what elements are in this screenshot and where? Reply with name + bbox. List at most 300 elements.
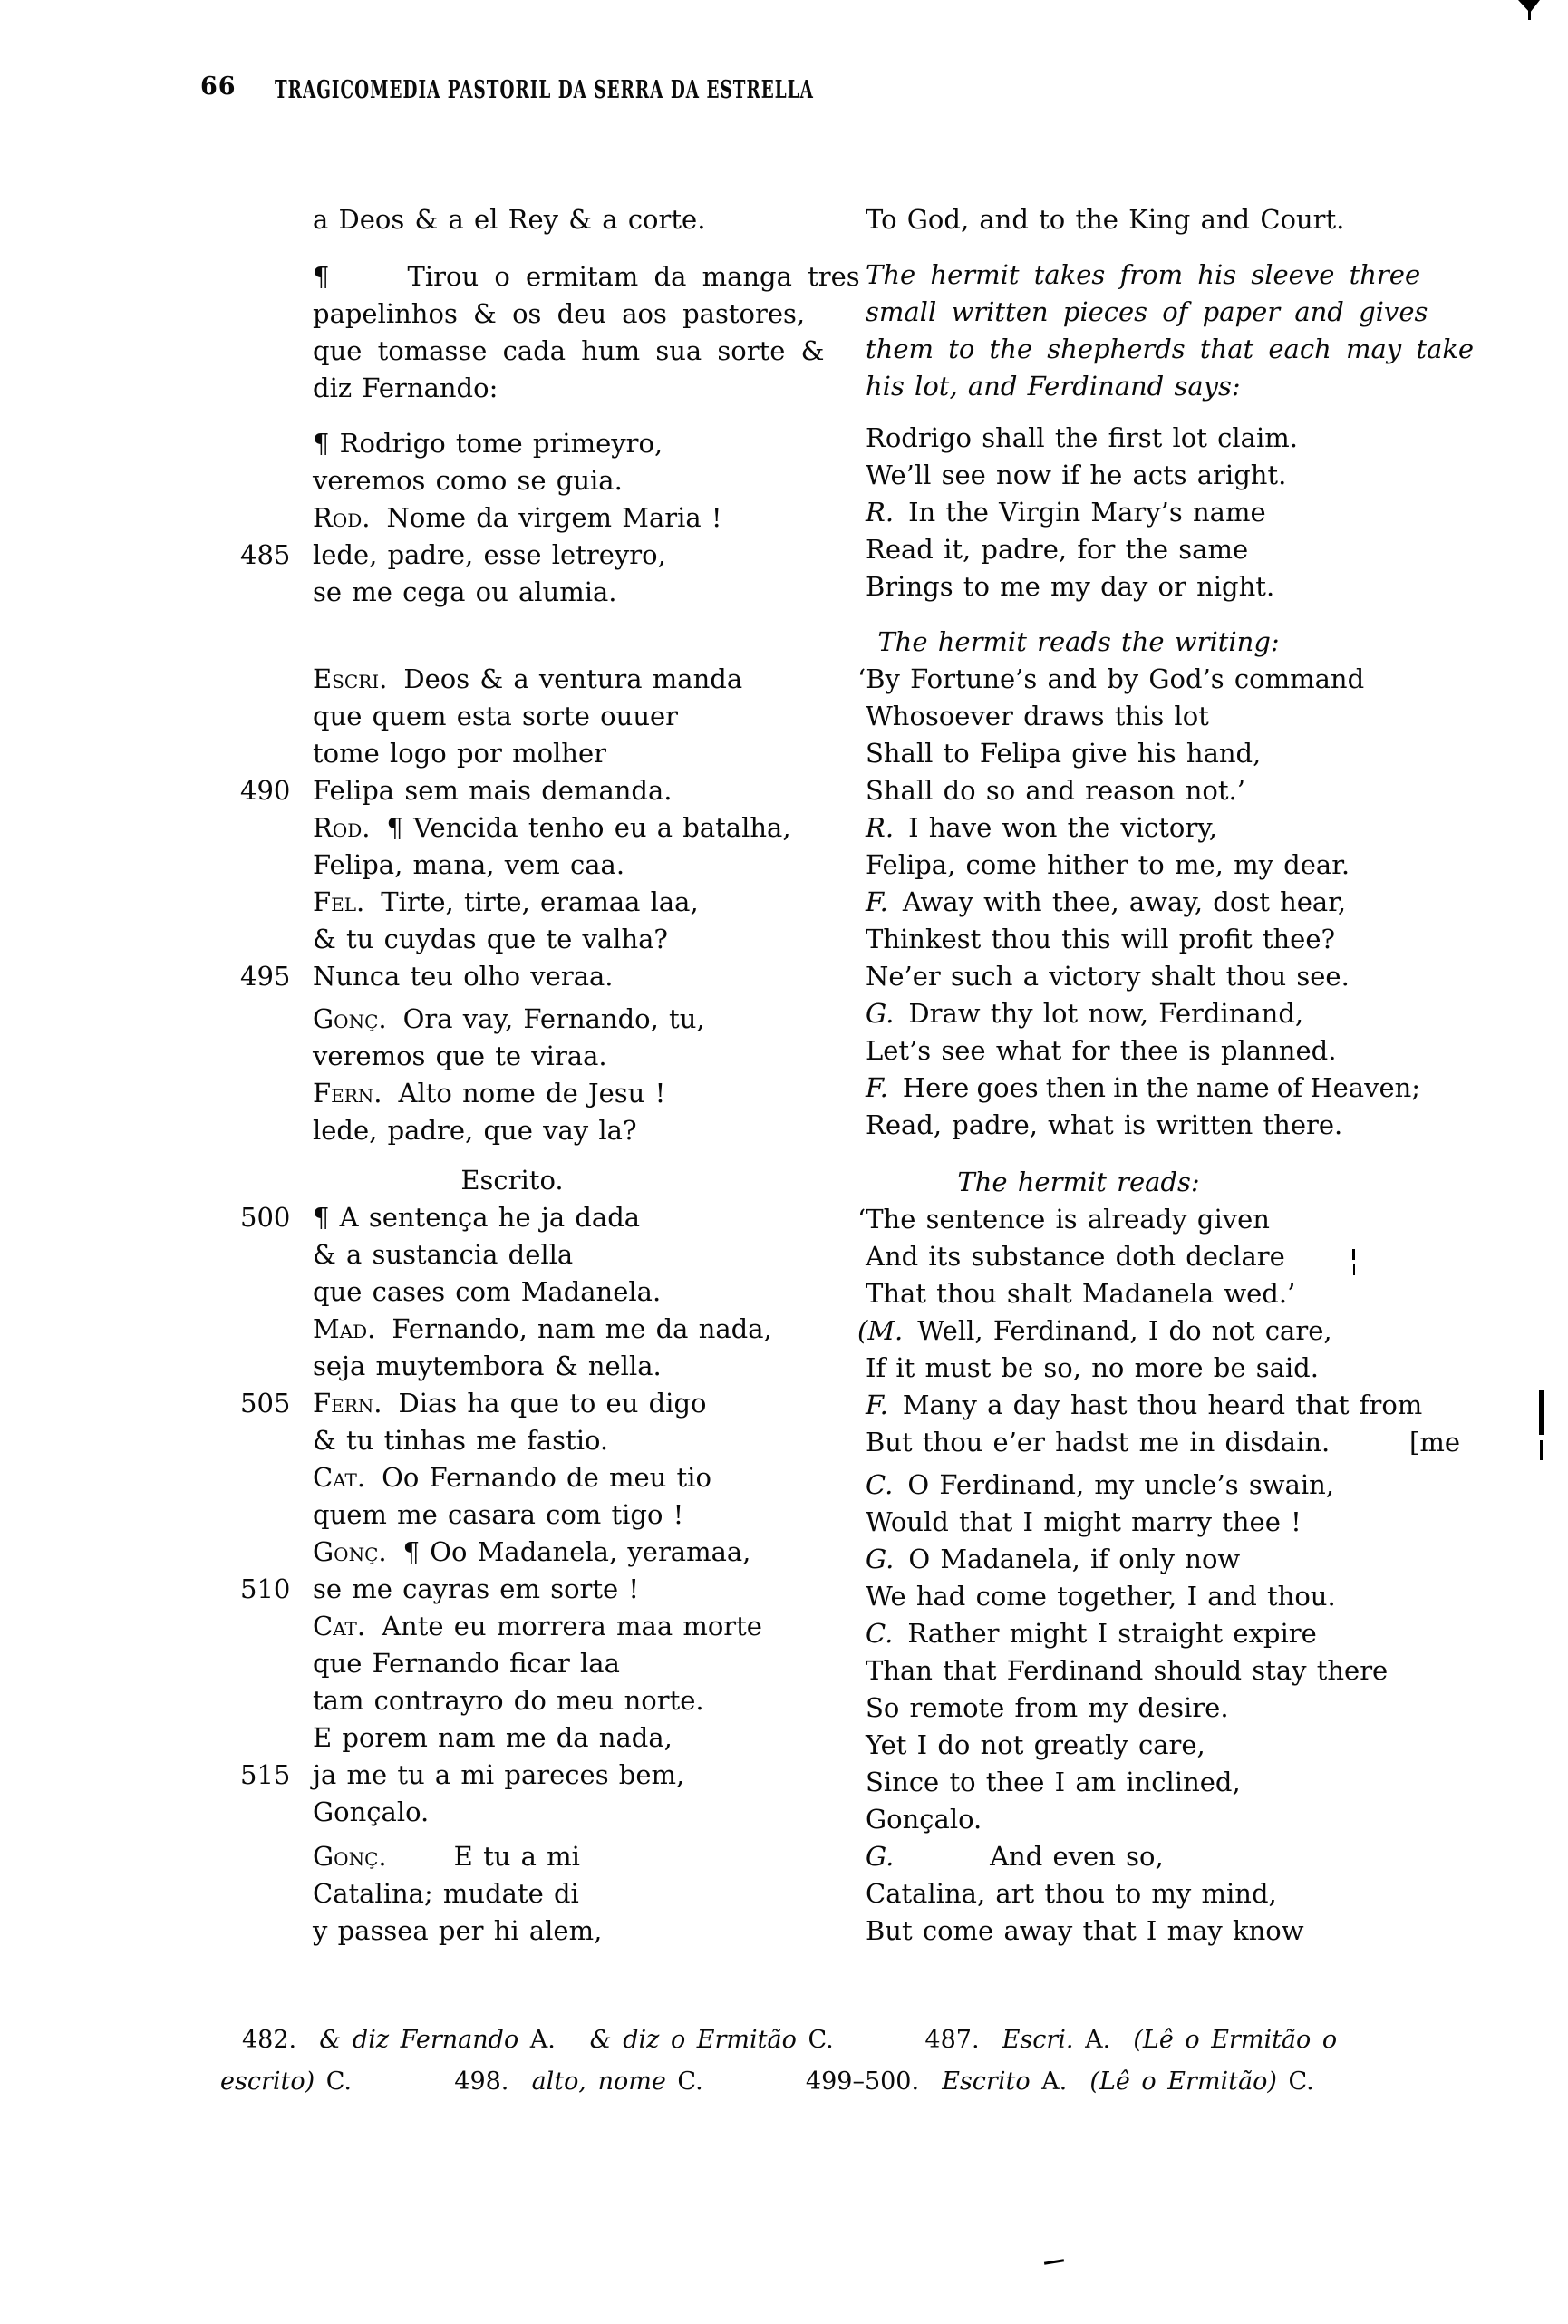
running-title: TRAGICOMEDIA PASTORIL DA SERRA DA ESTRELLA	[275, 76, 814, 104]
line-text	[313, 663, 742, 694]
footnote-lemma: & diz Fernando	[319, 2026, 530, 2054]
line-text	[313, 1915, 602, 1946]
line-body: Deos & a ventura manda	[403, 663, 743, 694]
line-body: E porem nam me da nada,	[313, 1722, 673, 1753]
line-text	[866, 1878, 1277, 1909]
line-text	[866, 497, 1266, 528]
line-body: Here goes then in the name of Heaven;	[902, 1072, 1421, 1103]
verse-line-number: 500	[240, 1202, 291, 1233]
line-body: The hermit reads:	[957, 1167, 1200, 1197]
footnote-lemma: (Lê o Ermitão o	[1133, 2026, 1338, 2054]
footnote-ref: C.	[808, 2026, 925, 2054]
line-text	[313, 1462, 711, 1493]
line-body: Fernando, nam me da nada,	[392, 1313, 772, 1344]
line-body: Many a day hast thou heard that from	[902, 1390, 1423, 1420]
line-text	[313, 1878, 579, 1909]
line-body: O Ferdinand, my uncle’s swain,	[907, 1469, 1335, 1500]
line-body: Rodrigo shall the first lot claim.	[866, 422, 1298, 453]
line-body: tam contrayro do meu norte.	[313, 1685, 704, 1716]
line-body: ‘By Fortune’s and by God’s command	[857, 663, 1365, 694]
line-body: Shall to Felipa give his hand,	[866, 738, 1262, 769]
line-text	[313, 373, 498, 403]
line-body: The hermit takes from his sleeve three	[866, 259, 1421, 290]
text-line	[240, 847, 847, 884]
footnote-ref: C.	[1288, 2067, 1314, 2096]
text-line	[866, 1424, 1464, 1461]
text-line	[240, 1075, 847, 1112]
text-line	[240, 295, 847, 333]
text-line	[240, 1682, 847, 1719]
text-line	[240, 1459, 847, 1496]
line-text	[313, 1078, 665, 1109]
line-body: Brings to me my day or night.	[866, 571, 1275, 602]
text-line	[866, 294, 1464, 331]
line-text	[866, 571, 1274, 602]
line-body: his lot, and Ferdinand says:	[866, 371, 1241, 402]
footnote-ref: C.	[677, 2067, 806, 2096]
text-line	[240, 1912, 847, 1950]
text-line	[866, 420, 1464, 457]
speaker-initial: G.	[866, 1544, 895, 1574]
line-text	[313, 1202, 640, 1233]
speaker-name: Gonç.	[313, 1841, 387, 1872]
text-line	[240, 1571, 847, 1608]
line-text	[313, 1351, 662, 1381]
line-text	[313, 465, 623, 496]
speaker-initial: F.	[866, 886, 888, 917]
line-body: In the Virgin Mary’s name	[908, 497, 1266, 528]
line-text	[313, 1685, 704, 1716]
footnote-ref: C.	[325, 2067, 455, 2096]
text-line	[240, 499, 847, 537]
text-line	[240, 370, 847, 407]
text-line	[240, 425, 847, 462]
line-body: To God, and to the King and Court.	[866, 204, 1345, 235]
line-text	[866, 1692, 1229, 1723]
line-text	[866, 534, 1248, 565]
line-text	[866, 1035, 1336, 1066]
text-line	[240, 574, 847, 611]
line-text	[313, 1313, 772, 1344]
line-body: Thinkest thou this will profit thee?	[866, 924, 1336, 954]
line-text	[313, 1003, 705, 1034]
scan-artifact-tick	[1353, 1264, 1355, 1275]
speaker-name: Gonç.	[313, 1536, 387, 1567]
verse-line-number: 485	[240, 539, 291, 570]
line-text	[313, 886, 699, 917]
text-line	[240, 1273, 847, 1311]
footnote-lemma: & diz o Ermitão	[589, 2026, 808, 2054]
text-line	[866, 368, 1464, 405]
text-line	[240, 462, 847, 499]
line-text	[313, 1796, 429, 1827]
line-body: O Madanela, if only now	[908, 1544, 1241, 1574]
line-text	[313, 1041, 607, 1071]
line-body: y passea per hi alem,	[313, 1915, 603, 1946]
speaker-initial: G.	[866, 998, 895, 1029]
line-body: Gonçalo.	[313, 1796, 430, 1827]
line-body: Draw thy lot now, Ferdinand,	[908, 998, 1304, 1029]
line-text	[866, 1278, 1295, 1309]
line-text	[866, 849, 1350, 880]
line-text	[866, 1915, 1304, 1946]
line-text	[313, 1115, 637, 1146]
speaker-name: Rod.	[313, 812, 371, 843]
line-body: Than that Ferdinand should stay there	[866, 1655, 1389, 1686]
line-body: We had come together, I and thou.	[866, 1581, 1336, 1612]
line-text	[313, 428, 663, 459]
left-column-portuguese	[240, 201, 860, 1950]
line-body: seja muytembora & nella.	[313, 1351, 662, 1381]
verse-line-number: 505	[240, 1388, 291, 1419]
line-body: If it must be so, no more be said.	[866, 1352, 1319, 1383]
footnote-line	[220, 2061, 1444, 2103]
speaker-initial: (M.	[857, 1315, 904, 1346]
footnote-lemma: (Lê o Ermitão)	[1089, 2067, 1289, 2096]
footnote-lemma: alto, nome	[531, 2067, 678, 2096]
text-line	[240, 333, 847, 370]
text-line	[866, 958, 1464, 995]
line-body: diz Fernando:	[313, 373, 498, 403]
text-line	[866, 1467, 1464, 1504]
line-body: papelinhos & os deu aos pastores,	[313, 298, 806, 329]
scan-artifact-tick	[1352, 1249, 1355, 1260]
text-line	[866, 531, 1464, 568]
line-text	[866, 886, 1346, 917]
line-body: Read, padre, what is written there.	[866, 1109, 1343, 1140]
line-text	[866, 775, 1245, 806]
verse-line-number: 495	[240, 961, 291, 992]
line-body: & tu cuydas que te valha?	[313, 924, 668, 954]
line-text	[866, 1581, 1336, 1612]
line-body: That thou shalt Madanela wed.’	[866, 1278, 1296, 1309]
text-line	[866, 1032, 1464, 1070]
line-body: se me cega ou alumia.	[313, 576, 617, 607]
line-body: Whosoever draws this lot	[866, 701, 1209, 731]
line-body: Rather might I straight expire	[907, 1618, 1317, 1649]
verse-line-number: 515	[240, 1759, 291, 1790]
line-text	[866, 1618, 1317, 1649]
line-text	[866, 1841, 1164, 1872]
line-body: que cases com Madanela.	[313, 1276, 662, 1307]
text-line	[240, 1757, 847, 1794]
text-line	[866, 772, 1464, 809]
line-text	[866, 371, 1241, 402]
text-line	[866, 494, 1464, 531]
text-line	[866, 257, 1464, 294]
line-body: ja me tu a mi pareces bem,	[313, 1759, 685, 1790]
speaker-name: Gonç.	[313, 1003, 387, 1034]
line-text	[866, 334, 1474, 364]
speaker-initial: G.	[866, 1841, 895, 1872]
line-text	[866, 1072, 1420, 1103]
text-line	[240, 1112, 847, 1149]
text-line	[240, 1422, 847, 1459]
text-line	[866, 1875, 1464, 1912]
line-body: Away with thee, away, dost hear,	[902, 886, 1347, 917]
line-text	[866, 1804, 982, 1835]
line-text	[313, 924, 668, 954]
text-line	[240, 698, 847, 735]
line-text	[866, 961, 1350, 992]
text-line	[866, 1764, 1464, 1801]
line-text	[313, 1239, 573, 1270]
text-line	[857, 661, 1464, 698]
text-line	[240, 884, 847, 921]
line-body: And even so,	[908, 1841, 1164, 1872]
footnote-ref: 482.	[242, 2026, 320, 2054]
line-body: veremos que te viraa.	[313, 1041, 607, 1071]
text-line	[240, 1496, 847, 1534]
text-line	[866, 1838, 1464, 1875]
text-line	[866, 847, 1464, 884]
speaker-initial: F.	[866, 1390, 888, 1420]
line-text	[313, 1276, 661, 1307]
line-text	[313, 701, 678, 731]
footnote-ref: 498.	[454, 2067, 532, 2096]
line-body: E tu a mi	[402, 1841, 580, 1872]
line-body: Since to thee I am inclined,	[866, 1767, 1241, 1797]
text-line	[240, 1719, 847, 1757]
line-text	[866, 738, 1261, 769]
text-line	[866, 698, 1464, 735]
line-text	[313, 1574, 639, 1604]
line-body: I have won the victory,	[908, 812, 1217, 843]
speaker-name: Cat.	[313, 1462, 366, 1493]
text-line	[866, 1615, 1464, 1652]
line-text	[866, 259, 1420, 290]
line-body: We’ll see now if he acts aright.	[866, 460, 1287, 490]
verse-line-number: 510	[240, 1574, 291, 1604]
scan-artifact-margin-bar	[1540, 1440, 1543, 1460]
text-line	[866, 568, 1464, 605]
text-line	[866, 1801, 1464, 1838]
line-text	[313, 335, 824, 366]
line-body: Ante eu morrera maa morte	[382, 1611, 762, 1641]
line-text	[313, 961, 614, 992]
line-body: Catalina, art thou to my mind,	[866, 1878, 1277, 1909]
line-body: ¶ Rodrigo tome primeyro,	[313, 428, 663, 459]
line-text	[866, 1427, 1330, 1457]
line-body: So remote from my desire.	[866, 1692, 1229, 1723]
line-text	[866, 1506, 1302, 1537]
line-text	[313, 539, 666, 570]
speaker-name: Fern.	[313, 1078, 382, 1109]
text-line	[866, 201, 1464, 238]
line-body: Shall do so and reason not.’	[866, 775, 1245, 806]
text-line	[866, 995, 1464, 1032]
line-body: que Fernando ficar laa	[313, 1648, 620, 1679]
text-line	[240, 1001, 847, 1038]
line-text	[866, 701, 1209, 731]
line-body: & a sustancia della	[313, 1239, 574, 1270]
line-text	[866, 812, 1217, 843]
line-text	[866, 1390, 1422, 1420]
text-line	[240, 201, 847, 238]
line-text	[857, 1315, 1332, 1346]
line-text	[866, 296, 1428, 327]
text-line	[866, 1912, 1464, 1950]
line-body: Oo Fernando de meu tio	[382, 1462, 711, 1493]
line-text	[313, 775, 673, 806]
speaker-initial: F.	[866, 1072, 888, 1103]
line-text	[313, 1759, 684, 1790]
line-body: Ora vay, Fernando, tu,	[402, 1003, 705, 1034]
text-line	[240, 537, 847, 574]
line-text	[866, 1655, 1388, 1686]
text-line	[240, 1534, 847, 1571]
text-line	[240, 258, 860, 295]
line-body: Gonçalo.	[866, 1804, 982, 1835]
text-line	[240, 1199, 847, 1236]
speaker-name: Fel.	[313, 886, 365, 917]
line-body: Nome da virgem Maria !	[386, 502, 722, 533]
line-text	[866, 924, 1335, 954]
line-body: que quem esta sorte ouuer	[313, 701, 679, 731]
speaker-name: Mad.	[313, 1313, 376, 1344]
scan-artifact-margin-bar	[1539, 1390, 1544, 1435]
line-text	[866, 1767, 1241, 1797]
line-body: ¶ A sentença he ja dada	[313, 1202, 641, 1233]
text-line	[240, 1236, 847, 1273]
text-line	[240, 1608, 847, 1645]
speaker-name: Escri.	[313, 663, 388, 694]
line-body: lede, padre, esse letreyro,	[313, 539, 666, 570]
speaker-name: Cat.	[313, 1611, 366, 1641]
line-body: ¶ Vencida tenho eu a batalha,	[386, 812, 791, 843]
text-line	[866, 1652, 1464, 1690]
line-text	[313, 1162, 711, 1199]
line-text	[313, 1388, 706, 1419]
line-text	[866, 1109, 1342, 1140]
text-line	[240, 772, 847, 809]
scan-artifact-pointer-icon	[1517, 0, 1541, 22]
line-body: Let’s see what for thee is planned.	[866, 1035, 1337, 1066]
footnote-ref: A.	[1085, 2026, 1134, 2054]
line-body: small written pieces of paper and gives	[866, 296, 1428, 327]
line-body: que tomasse cada hum sua sorte &	[313, 335, 825, 366]
line-text	[313, 1722, 673, 1753]
line-text	[866, 1352, 1319, 1383]
speaker-initial: R.	[866, 497, 895, 528]
line-body: Yet I do not greatly care,	[866, 1729, 1205, 1760]
text-line	[240, 1645, 847, 1682]
text-line	[857, 1312, 1464, 1350]
line-body: Tirte, tirte, eramaa laa,	[381, 886, 699, 917]
text-line	[240, 1311, 847, 1348]
line-text	[313, 849, 624, 880]
line-body: Ne’er such a victory shalt thou see.	[866, 961, 1350, 992]
line-body: Well, Ferdinand, I do not care,	[917, 1315, 1332, 1346]
text-line	[240, 1162, 847, 1199]
line-text	[313, 1425, 608, 1456]
line-text	[866, 1544, 1240, 1574]
text-line	[866, 1387, 1464, 1424]
line-body: ¶ Tirou o ermitam da manga tres	[313, 261, 860, 292]
text-line	[866, 1690, 1464, 1727]
text-line	[866, 457, 1464, 494]
line-text	[313, 261, 860, 292]
line-body: Dias ha que to eu digo	[398, 1388, 707, 1419]
text-line	[866, 1541, 1464, 1578]
text-line	[240, 921, 847, 958]
text-line	[866, 1238, 1464, 1275]
line-text	[866, 1469, 1334, 1500]
line-text	[866, 624, 1292, 661]
footnote-ref: A.	[1041, 2067, 1090, 2096]
line-body: ¶ Oo Madanela, yeramaa,	[402, 1536, 751, 1567]
footnote-line	[220, 2019, 1444, 2061]
footnote-lemma: escrito)	[220, 2067, 326, 2096]
line-body: Alto nome de Jesu !	[398, 1078, 666, 1109]
text-line	[240, 1385, 847, 1422]
line-body: veremos como se guia.	[313, 465, 623, 496]
line-body: But come away that I may know	[866, 1915, 1304, 1946]
line-text	[866, 460, 1286, 490]
line-text	[866, 1241, 1285, 1272]
line-text	[866, 1164, 1292, 1201]
scan-artifact-dash	[1044, 2259, 1064, 2264]
text-line	[866, 1275, 1464, 1312]
text-line	[240, 1875, 847, 1912]
line-text	[313, 1499, 683, 1530]
line-body: Read it, padre, for the same	[866, 534, 1249, 565]
line-text	[866, 204, 1344, 235]
text-line	[866, 1070, 1464, 1107]
turnover-word: [me	[1409, 1427, 1460, 1457]
text-line	[866, 1504, 1464, 1541]
line-text	[866, 1729, 1205, 1760]
text-line	[866, 1350, 1464, 1387]
line-text	[313, 1841, 580, 1872]
line-text	[313, 298, 805, 329]
line-text	[313, 502, 722, 533]
footnote-lemma: Escri.	[1002, 2026, 1086, 2054]
text-line	[240, 735, 847, 772]
text-line	[240, 661, 847, 698]
line-body: tome logo por molher	[313, 738, 607, 769]
footnotes	[220, 2019, 1444, 2103]
text-line	[866, 921, 1464, 958]
line-text	[866, 998, 1303, 1029]
line-body: And its substance doth declare	[866, 1241, 1285, 1272]
line-body: Escrito.	[460, 1165, 564, 1196]
line-body: lede, padre, que vay la?	[313, 1115, 637, 1146]
footnote-lemma: Escrito	[942, 2067, 1042, 2096]
text-line	[240, 1794, 847, 1831]
line-body: Would that I might marry thee !	[866, 1506, 1302, 1537]
speaker-initial: C.	[866, 1469, 894, 1500]
line-text	[313, 738, 606, 769]
text-line	[866, 1164, 1464, 1201]
speaker-initial: R.	[866, 812, 895, 843]
speaker-name: Fern.	[313, 1388, 382, 1419]
text-line	[866, 1727, 1464, 1764]
text-line	[240, 1038, 847, 1075]
line-body: Nunca teu olho veraa.	[313, 961, 614, 992]
line-body: Felipa sem mais demanda.	[313, 775, 673, 806]
line-text	[313, 1536, 750, 1567]
footnote-ref: 499–500.	[805, 2067, 943, 2096]
page-number: 66	[200, 73, 237, 101]
line-body: ‘The sentence is already given	[857, 1204, 1270, 1235]
text-line	[866, 1578, 1464, 1615]
line-body: & tu tinhas me fastio.	[313, 1425, 609, 1456]
line-text	[866, 422, 1298, 453]
text-line	[866, 735, 1464, 772]
line-body: a Deos & a el Rey & a corte.	[313, 204, 706, 235]
text-line	[866, 331, 1475, 368]
